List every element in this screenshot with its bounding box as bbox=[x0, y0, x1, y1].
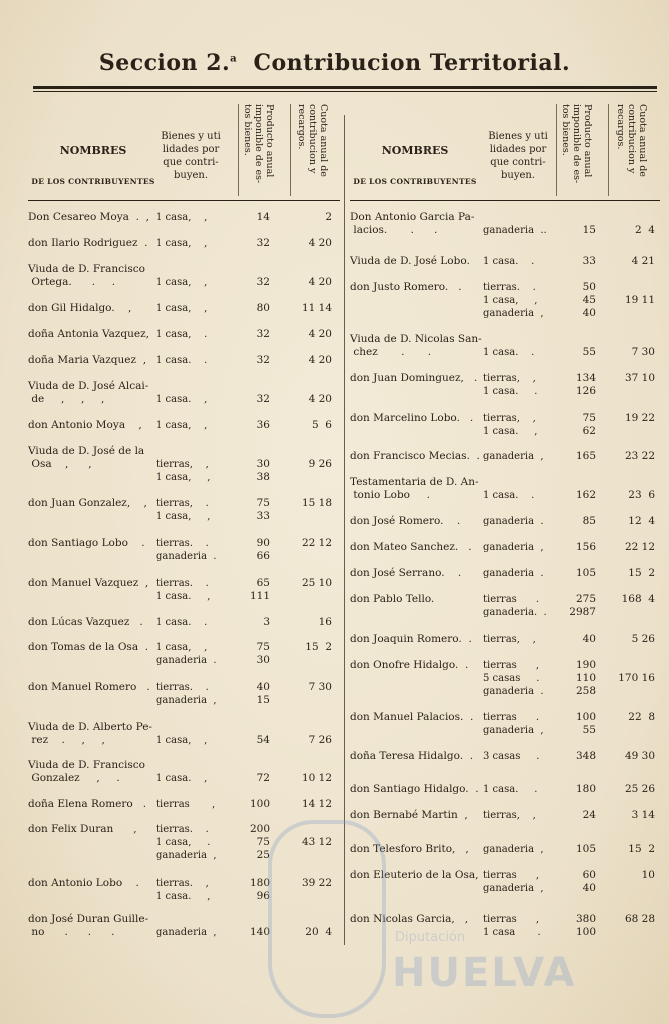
page-title bbox=[0, 50, 669, 76]
header-names: NOMBRES bbox=[59, 144, 127, 157]
cell-name: don José Romero. . bbox=[350, 515, 461, 527]
header-separator bbox=[608, 104, 609, 196]
cell-bienes: tierras. , 1 casa. , bbox=[156, 878, 211, 902]
cell-name: don Justo Romero. . bbox=[350, 281, 462, 293]
cell-bienes: 1 casa, , bbox=[156, 303, 208, 314]
cell-prod: 75 62 bbox=[582, 412, 596, 437]
cell-name: Viuda de D. Alberto Pe- rez . , , bbox=[28, 721, 152, 746]
header-cuota: Cuota anual de contribucion y recargos. bbox=[615, 104, 648, 177]
cell-cuota: 25 10 bbox=[301, 577, 332, 589]
cell-prod: 75 30 bbox=[256, 641, 270, 666]
header-separator bbox=[238, 104, 239, 196]
cell-prod: 100 55 bbox=[575, 711, 596, 736]
cell-prod: 105 bbox=[575, 567, 596, 579]
cell-cuota: 37 10 bbox=[624, 372, 655, 384]
cell-cuota: 168 4 bbox=[621, 593, 655, 605]
cell-cuota: 10 bbox=[641, 869, 655, 881]
cell-bienes: ganaderia , bbox=[483, 844, 544, 855]
cell-cuota: 15 2 bbox=[305, 641, 332, 653]
cell-prod: 140 bbox=[249, 926, 270, 938]
cell-bienes: 1 casa. . bbox=[156, 355, 208, 366]
cell-bienes: ganaderia , bbox=[483, 451, 544, 462]
cell-bienes: tierras. . 1 casa. , bbox=[156, 578, 211, 602]
cell-name: Viuda de D. Francisco Gonzalez , . bbox=[28, 759, 145, 784]
cell-prod: 32 bbox=[256, 237, 270, 249]
cell-bienes: 1 casa. . bbox=[483, 256, 535, 267]
header-names-sub: DE LOS CONTRIBUYENTES bbox=[31, 177, 155, 186]
cell-bienes: 1 casa. , bbox=[156, 394, 208, 405]
cell-bienes: tierras, , 1 casa, , bbox=[156, 459, 211, 483]
cell-name: don José Serrano. . bbox=[350, 567, 462, 579]
cell-prod: 55 bbox=[582, 346, 596, 358]
cell-prod: 105 bbox=[575, 843, 596, 855]
cell-bienes: 1 casa, , bbox=[156, 735, 208, 746]
cell-prod: 32 bbox=[256, 276, 270, 288]
watermark-subtitle: Diputación bbox=[395, 930, 466, 945]
cell-name: don Pablo Tello. bbox=[350, 593, 435, 605]
title-superscript: a bbox=[230, 53, 238, 65]
cell-cuota: 5 6 bbox=[311, 419, 332, 431]
cell-cuota: 4 20 bbox=[308, 328, 332, 340]
cell-name: don Juan Dominguez, . bbox=[350, 372, 478, 384]
cell-prod: 162 bbox=[575, 489, 596, 501]
cell-bienes: tierras . ganaderia. . bbox=[483, 594, 547, 618]
cell-name: Don Cesareo Moya . , bbox=[28, 211, 149, 223]
cell-cuota: 170 16 bbox=[618, 672, 655, 684]
cell-bienes: tierras, , bbox=[483, 634, 536, 645]
cell-cuota: 49 30 bbox=[624, 750, 655, 762]
cell-prod: 100 bbox=[249, 798, 270, 810]
cell-prod: 90 66 bbox=[256, 537, 270, 562]
cell-bienes: tierras. . ganaderia , bbox=[156, 682, 217, 706]
cell-bienes: tierras. . ganaderia . bbox=[156, 538, 217, 562]
cell-prod: 85 bbox=[582, 515, 596, 527]
cell-name: Viuda de D. Nicolas San- chez . . bbox=[350, 333, 482, 358]
cell-cuota: 23 6 bbox=[628, 489, 655, 501]
cell-prod: 40 bbox=[582, 633, 596, 645]
archive-stamp bbox=[268, 820, 386, 1018]
header-bienes: Bienes y uti lidades por que contri- buyen. bbox=[488, 131, 548, 181]
cell-name: Viuda de D. Francisco Ortega. . . bbox=[28, 263, 145, 288]
cell-cuota: 2 bbox=[325, 211, 332, 223]
cell-name: don Santiago Hidalgo. . bbox=[350, 783, 479, 795]
title-section: Seccion 2. bbox=[98, 50, 231, 76]
header-bienes: Bienes y uti lidades por que contri- buyen. bbox=[161, 131, 221, 181]
header-names: NOMBRES bbox=[381, 144, 449, 157]
cell-cuota: 4 20 bbox=[308, 354, 332, 366]
cell-prod: 275 2987 bbox=[569, 593, 596, 618]
cell-cuota: 19 22 bbox=[624, 412, 655, 424]
cell-prod: 50 45 40 bbox=[582, 281, 596, 319]
cell-bienes: ganaderia , bbox=[156, 927, 217, 938]
title-text: Contribucion Territorial. bbox=[253, 50, 571, 76]
cell-prod: 348 bbox=[575, 750, 596, 762]
cell-cuota: 4 21 bbox=[631, 255, 655, 267]
right-table-header bbox=[350, 100, 660, 201]
cell-bienes: tierras . ganaderia , bbox=[483, 712, 544, 736]
cell-bienes: tierras , 1 casa . bbox=[483, 914, 541, 938]
cell-cuota: 23 22 bbox=[624, 450, 655, 462]
cell-cuota: 7 26 bbox=[308, 734, 332, 746]
cell-bienes: 1 casa, , bbox=[156, 420, 208, 431]
cell-bienes: tierras, , bbox=[483, 810, 536, 821]
cell-cuota: 4 20 bbox=[308, 276, 332, 288]
cell-cuota: 5 26 bbox=[631, 633, 655, 645]
cell-name: doña Elena Romero . bbox=[28, 798, 147, 810]
cell-bienes: 1 casa, , ganaderia . bbox=[156, 642, 217, 666]
cell-cuota: 7 30 bbox=[631, 346, 655, 358]
cell-bienes: 1 casa, , bbox=[156, 277, 208, 288]
cell-cuota: 11 14 bbox=[301, 302, 332, 314]
cell-prod: 180 96 bbox=[249, 877, 270, 902]
cell-bienes: 1 casa. . bbox=[156, 617, 208, 628]
cell-name: don Manuel Romero . bbox=[28, 681, 150, 693]
cell-prod: 24 bbox=[582, 809, 596, 821]
cell-prod: 190 110 258 bbox=[575, 659, 596, 697]
cell-name: don Tomas de la Osa . bbox=[28, 641, 149, 653]
cell-bienes: ganaderia . bbox=[483, 516, 544, 527]
cell-cuota: 12 4 bbox=[628, 515, 655, 527]
cell-bienes: 1 casa. . bbox=[483, 784, 538, 795]
cell-cuota: 4 20 bbox=[308, 237, 332, 249]
header-names-sub: DE LOS CONTRIBUYENTES bbox=[353, 177, 477, 186]
cell-cuota: 2 4 bbox=[634, 224, 655, 236]
cell-bienes: 1 casa, . bbox=[156, 329, 208, 340]
cell-bienes: 1 casa. . bbox=[483, 490, 535, 501]
cell-prod: 72 bbox=[256, 772, 270, 784]
cell-bienes: 1 casa. . bbox=[483, 347, 535, 358]
cell-prod: 54 bbox=[256, 734, 270, 746]
cell-name: don Mateo Sanchez. . bbox=[350, 541, 472, 553]
cell-prod: 134 126 bbox=[575, 372, 596, 397]
cell-prod: 200 75 25 bbox=[249, 823, 270, 861]
cell-cuota: 10 12 bbox=[301, 772, 332, 784]
cell-cuota: 16 bbox=[318, 616, 332, 628]
cell-name: don Manuel Palacios. . bbox=[350, 711, 474, 723]
cell-name: don Marcelino Lobo. . bbox=[350, 412, 474, 424]
cell-bienes: tierras, . 1 casa, , bbox=[156, 498, 211, 522]
cell-name: don Juan Gonzalez, , bbox=[28, 497, 147, 509]
header-cuota: Cuota anual de contribucion y recargos. bbox=[296, 104, 329, 177]
cell-prod: 60 40 bbox=[582, 869, 596, 894]
cell-name: doña Maria Vazquez , bbox=[28, 354, 147, 366]
cell-prod: 30 38 bbox=[256, 458, 270, 483]
cell-cuota: 39 22 bbox=[301, 877, 332, 889]
cell-prod: 32 bbox=[256, 354, 270, 366]
cell-bienes: 1 casa, , bbox=[156, 212, 208, 223]
cell-prod: 14 bbox=[256, 211, 270, 223]
cell-prod: 3 bbox=[263, 616, 270, 628]
cell-prod: 156 bbox=[575, 541, 596, 553]
cell-prod: 80 bbox=[256, 302, 270, 314]
cell-name: don Eleuterio de la Osa, bbox=[350, 869, 479, 881]
left-table bbox=[28, 100, 340, 938]
cell-prod: 33 bbox=[582, 255, 596, 267]
cell-name: doña Teresa Hidalgo. . bbox=[350, 750, 474, 762]
header-separator bbox=[290, 104, 291, 196]
cell-bienes: 3 casas . bbox=[483, 751, 540, 762]
left-table-header bbox=[28, 100, 340, 201]
cell-name: Viuda de D. José de la Osa , , bbox=[28, 445, 145, 470]
cell-cuota: 9 26 bbox=[308, 458, 332, 470]
cell-name: don Antonio Lobo . bbox=[28, 877, 139, 889]
cell-bienes: tierras, , 1 casa. . bbox=[483, 373, 538, 397]
cell-name: don Joaquin Romero. . bbox=[350, 633, 472, 645]
cell-cuota: 7 30 bbox=[308, 681, 332, 693]
cell-name: don Telesforo Brito, , bbox=[350, 843, 469, 855]
cell-name: Don Antonio Garcia Pa- lacios. . . bbox=[350, 211, 475, 236]
cell-cuota: 3 14 bbox=[631, 809, 655, 821]
cell-cuota: 22 8 bbox=[628, 711, 655, 723]
cell-name: don Onofre Hidalgo. . bbox=[350, 659, 469, 671]
cell-prod: 32 bbox=[256, 328, 270, 340]
cell-prod: 75 33 bbox=[256, 497, 270, 522]
cell-prod: 32 bbox=[256, 393, 270, 405]
title-rule-thin bbox=[33, 91, 657, 92]
cell-cuota: 15 2 bbox=[628, 567, 655, 579]
cell-prod: 165 bbox=[575, 450, 596, 462]
cell-bienes: ganaderia .. bbox=[483, 225, 547, 236]
cell-bienes: tierras. . 1 casa, . ganaderia , bbox=[156, 824, 217, 861]
cell-bienes: tierras , bbox=[156, 799, 216, 810]
cell-cuota: 43 12 bbox=[301, 836, 332, 848]
cell-cuota: 22 12 bbox=[624, 541, 655, 553]
cell-name: Viuda de D. José Lobo. bbox=[350, 255, 470, 267]
cell-name: Viuda de D. José Alcai- de , , , bbox=[28, 380, 149, 405]
cell-name: don Nicolas Garcia, , bbox=[350, 913, 469, 925]
cell-name: don Gil Hidalgo. , bbox=[28, 302, 132, 314]
header-producto: Producto anual imponible de es- tos bienes. bbox=[242, 104, 275, 184]
cell-cuota: 14 12 bbox=[301, 798, 332, 810]
cell-bienes: ganaderia . bbox=[483, 568, 544, 579]
cell-name: don Francisco Mecias. . bbox=[350, 450, 480, 462]
cell-cuota: 15 2 bbox=[628, 843, 655, 855]
cell-name: Testamentaria de D. An- tonio Lobo . bbox=[350, 476, 479, 501]
cell-name: don Bernabé Martin , bbox=[350, 809, 468, 821]
cell-prod: 15 bbox=[582, 224, 596, 236]
cell-name: don Antonio Moya , bbox=[28, 419, 142, 431]
cell-name: don Ilario Rodriguez . bbox=[28, 237, 148, 249]
cell-cuota: 4 20 bbox=[308, 393, 332, 405]
cell-name: doña Antonia Vazquez, bbox=[28, 328, 149, 340]
header-producto: Producto anual imponible de es- tos bienes. bbox=[560, 104, 593, 184]
title-rule bbox=[33, 86, 657, 89]
cell-bienes: ganaderia , bbox=[483, 542, 544, 553]
cell-cuota: 20 4 bbox=[305, 926, 332, 938]
cell-prod: 180 bbox=[575, 783, 596, 795]
cell-bienes: tierras. . 1 casa, , ganaderia , bbox=[483, 282, 544, 319]
cell-cuota: 68 28 bbox=[624, 913, 655, 925]
cell-cuota: 22 12 bbox=[301, 537, 332, 549]
cell-bienes: tierras , 5 casas . ganaderia . bbox=[483, 660, 544, 697]
cell-prod: 40 15 bbox=[256, 681, 270, 706]
cell-name: don Santiago Lobo . bbox=[28, 537, 145, 549]
cell-cuota: 19 11 bbox=[624, 294, 655, 306]
cell-prod: 380 100 bbox=[575, 913, 596, 938]
cell-cuota: 15 18 bbox=[301, 497, 332, 509]
cell-name: don Felix Duran , bbox=[28, 823, 137, 835]
watermark-text: HUELVA bbox=[392, 950, 577, 996]
cell-prod: 65 111 bbox=[249, 577, 270, 602]
cell-name: don Lúcas Vazquez . bbox=[28, 616, 143, 628]
cell-cuota: 25 26 bbox=[624, 783, 655, 795]
cell-bienes: 1 casa, , bbox=[156, 238, 208, 249]
cell-prod: 36 bbox=[256, 419, 270, 431]
cell-bienes: tierras, , 1 casa. , bbox=[483, 413, 538, 437]
cell-bienes: tierras , ganaderia , bbox=[483, 870, 544, 894]
cell-bienes: 1 casa. , bbox=[156, 773, 208, 784]
header-separator bbox=[556, 104, 557, 196]
cell-name: don José Duran Guille- no . . . bbox=[28, 913, 149, 938]
cell-name: don Manuel Vazquez , bbox=[28, 577, 149, 589]
